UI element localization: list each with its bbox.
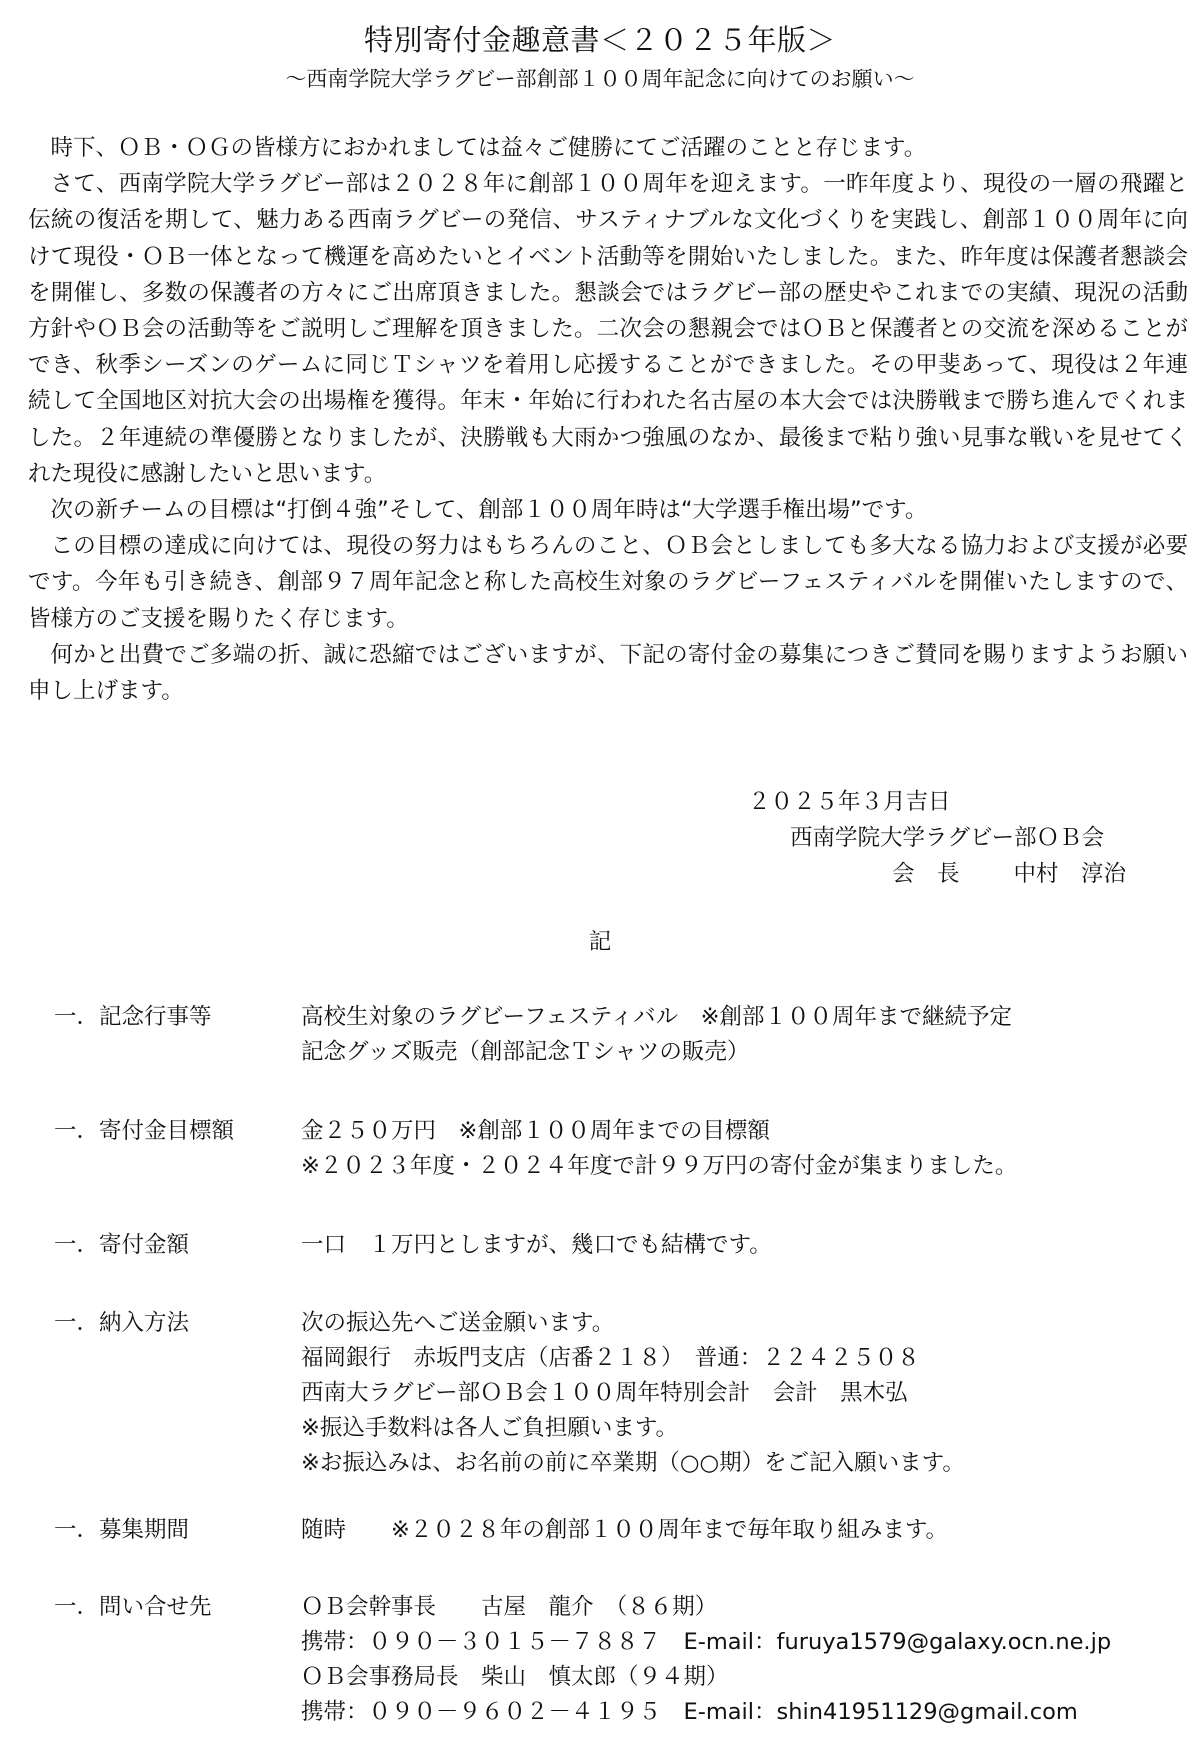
signature-president (892, 856, 1180, 892)
item-label: 一．問い合せ先 (54, 1594, 212, 1620)
item-line: 高校生対象のラグビーフェスティバル ※創部１００周年まで継続予定 (301, 1004, 1012, 1030)
item-line: 随時 ※２０２８年の創部１００周年まで毎年取り組みます。 (301, 1517, 949, 1543)
item-content (301, 1114, 1017, 1184)
item-content (301, 1228, 772, 1263)
document-title: 特別寄付金趣意書＜２０２５年版＞ (363, 23, 836, 57)
item-line: 記念グッズ販売（創部記念Ｔシャツの販売） (301, 1039, 750, 1065)
letter-body (28, 130, 1188, 709)
paragraph-support: この目標の達成に向けては、現役の努力はもちろんのこと、ＯＢ会としましても多大なる協力および支援が必要です。今年も引き続き、創部９７周年記念と称した高校生対象のラグビーフェスティバルを開催いたしますので、皆様方のご支援を賜りたく存じます。 (28, 533, 1188, 632)
signature-name: 中村 淳治 (1013, 861, 1127, 887)
item-line: 福岡銀行 赤坂門支店（店番２１８） 普通：２２４２５０８ (301, 1345, 920, 1371)
item-line: 西南大ラグビー部ＯＢ会１００周年特別会計 会計 黒木弘 (301, 1380, 908, 1406)
item-line: ※お振込みは、お名前の前に卒業期（○○期）をご記入願います。 (301, 1450, 965, 1476)
paragraph-request: 何かと出費でご多端の折、誠に恐縮ではございますが、下記の寄付金の募集につきご賛同を賜りますようお願い申し上げます。 (28, 641, 1188, 705)
item-line: 一口 １万円としますが、幾口でも結構です。 (301, 1232, 772, 1258)
item-content (301, 1513, 948, 1548)
ki-heading: 記 (588, 929, 612, 955)
item-line: 金２５０万円 ※創部１００周年までの目標額 (301, 1118, 770, 1144)
item-content (301, 1590, 1111, 1730)
item-label: 一．寄付金額 (54, 1232, 190, 1258)
item-line: ＯＢ会事務局長 柴山 慎太郎（９４期） (301, 1664, 729, 1690)
item-label: 一．記念行事等 (54, 1004, 212, 1030)
item-line: ＯＢ会幹事長 古屋 龍介 （８６期） (301, 1594, 718, 1620)
item-line: ※振込手数料は各人ご負担願います。 (301, 1415, 679, 1441)
item-line: 次の振込先へご送金願います。 (301, 1310, 615, 1336)
paragraph-greeting: 時下、ＯＢ・ＯＧの皆様方におかれましては益々ご健勝にてご活躍のことと存じます。 (50, 135, 927, 161)
item-line: ※２０２３年度・２０２４年度で計９９万円の寄付金が集まりました。 (301, 1153, 1018, 1179)
paragraph-background: さて、西南学院大学ラグビー部は２０２８年に創部１００周年を迎えます。一昨年度より、現役の一層の飛躍と伝統の復活を期して、魅力ある西南ラグビーの発信、サスティナブルな文化づくりを実践し、創部１００周年に向けて現役・ＯＢ一体となって機運を高めたいとイベント活動等を開始いたしました。また、昨年度は保護者懇談会を開催し、多数の保護者の方々にご出席頂きました。懇談会ではラグビー部の歴史やこれまでの実績、現況の活動方針やＯＢ会の活動等をご説明しご理解を頂きました。二次会の懇親会ではＯＢと保護者との交流を深めることができ、秋季シーズンのゲームに同じＴシャツを着用し応援することができました。その甲斐あって、現役は２年連続して全国地区対抗大会の出場権を獲得。年末・年始に行われた名古屋の本大会では決勝戦まで勝ち進んでくれました。２年連続の準優勝となりましたが、決勝戦も大雨かつ強風のなか、最後まで粘り強い見事な戦いを見せてくれた現役に感謝したいと思います。 (28, 171, 1188, 487)
item-line: 携帯：０９０－９６０２－４１９５ E-mail：shin41951129@gmail.com (301, 1699, 1078, 1725)
item-label: 一．募集期間 (54, 1517, 190, 1543)
signature-organization: 西南学院大学ラグビー部ＯＢ会 (790, 825, 1105, 851)
document-subtitle: ～西南学院大学ラグビー部創部１００周年記念に向けてのお願い～ (285, 67, 915, 91)
item-content (301, 1306, 965, 1481)
item-label: 一．納入方法 (54, 1310, 190, 1336)
signature-title: 会 長 (892, 861, 960, 887)
item-label: 一．寄付金目標額 (54, 1118, 235, 1144)
item-line: 携帯：０９０－３０１５－７８８７ E-mail：furuya1579@galaxy.ocn.ne.jp (301, 1629, 1112, 1655)
signature-date: ２０２５年３月吉日 (748, 789, 951, 815)
item-content (301, 1000, 1012, 1070)
paragraph-goals: 次の新チームの目標は“打倒４強”そして、創部１００周年時は“大学選手権出場”です。 (50, 497, 928, 524)
